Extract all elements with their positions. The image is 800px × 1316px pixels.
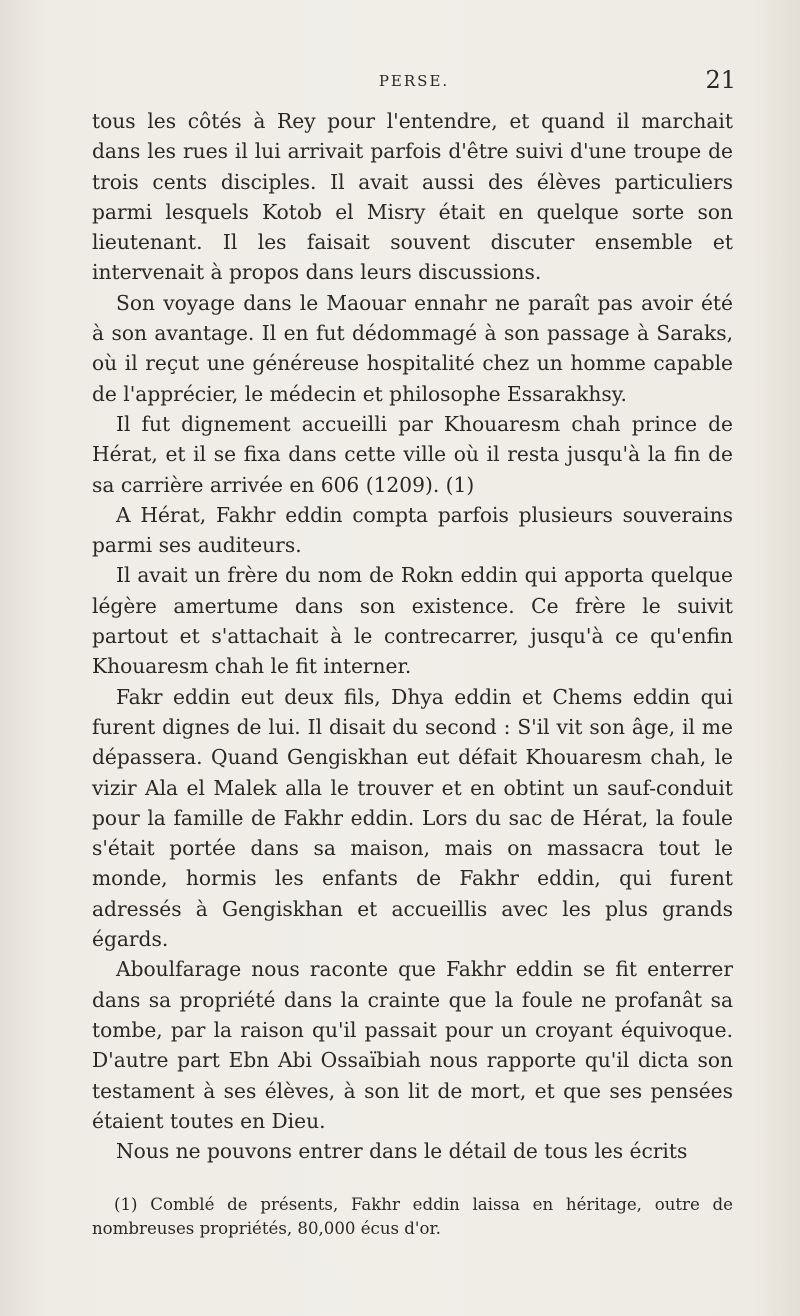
paragraph-6: Fakr eddin eut deux fils, Dhya eddin et Chems eddin qui furent dignes de lui. Il disait du second : S'il vit son âge, il me dépassera. Quand Gengiskhan eut défait Khouaresm chah, le vizir Ala el Malek alla le trouver et en obtint un sauf-conduit pour la famille de Fakhr eddin. Lors du sac de Hérat, la foule s'était portée dans sa maison, mais on massacra tout le monde, hormis les enfants de Fakhr eddin, qui furent adressés à Gengiskhan et accueillis avec les plus grands égards. xyxy=(92,684,733,952)
body-text xyxy=(92,106,733,1166)
page-number: 21 xyxy=(705,66,736,94)
paragraph-3: Il fut dignement accueilli par Khouaresm chah prince de Hérat, et il se fixa dans cette ville où il resta jusqu'à la fin de sa carrière arrivée en 606 (1209). (1) xyxy=(92,411,733,497)
paragraph-2: Son voyage dans le Maouar ennahr ne paraît pas avoir été à son avantage. Il en fut dédommagé à son passage à Saraks, où il reçut une généreuse hospitalité chez un homme capable de l'apprécier, le médecin et philosophe Essarakhsy. xyxy=(92,290,733,406)
paragraph-8: Nous ne pouvons entrer dans le détail de tous les écrits xyxy=(116,1139,688,1164)
page-header xyxy=(92,64,736,100)
paragraph-4: A Hérat, Fakhr eddin compta parfois plusieurs souverains parmi ses auditeurs. xyxy=(92,502,733,558)
paragraph-1: tous les côtés à Rey pour l'entendre, et quand il marchait dans les rues il lui arrivait parfois d'être suivi d'une troupe de trois cents disciples. Il avait aussi des élèves particuliers parmi lesquels Kotob el Misry était en quelque sorte son lieutenant. Il les faisait souvent discuter ensemble et intervenait à propos dans leurs discussions. xyxy=(92,109,733,285)
running-title: PERSE. xyxy=(378,72,450,90)
footnote-1: (1) Comblé de présents, Fakhr eddin laissa en héritage, outre de nombreuses propriétés, 80,000 écus d'or. xyxy=(92,1195,733,1238)
paragraph-5: Il avait un frère du nom de Rokn eddin qui apporta quelque légère amertume dans son existence. Ce frère le suivit partout et s'attachait à le contrecarrer, jusqu'à ce qu'enfin Khouaresm chah le fit interner. xyxy=(92,563,733,679)
footnotes xyxy=(92,1193,733,1241)
paragraph-7: Aboulfarage nous raconte que Fakhr eddin se fit enterrer dans sa propriété dans la crainte que la foule ne profanât sa tombe, par la raison qu'il passait pour un croyant équivoque. D'autre part Ebn Abi Ossaïbiah nous rapporte qu'il dicta son testament à ses élèves, à son lit de mort, et que ses pensées étaient toutes en Dieu. xyxy=(92,957,733,1133)
